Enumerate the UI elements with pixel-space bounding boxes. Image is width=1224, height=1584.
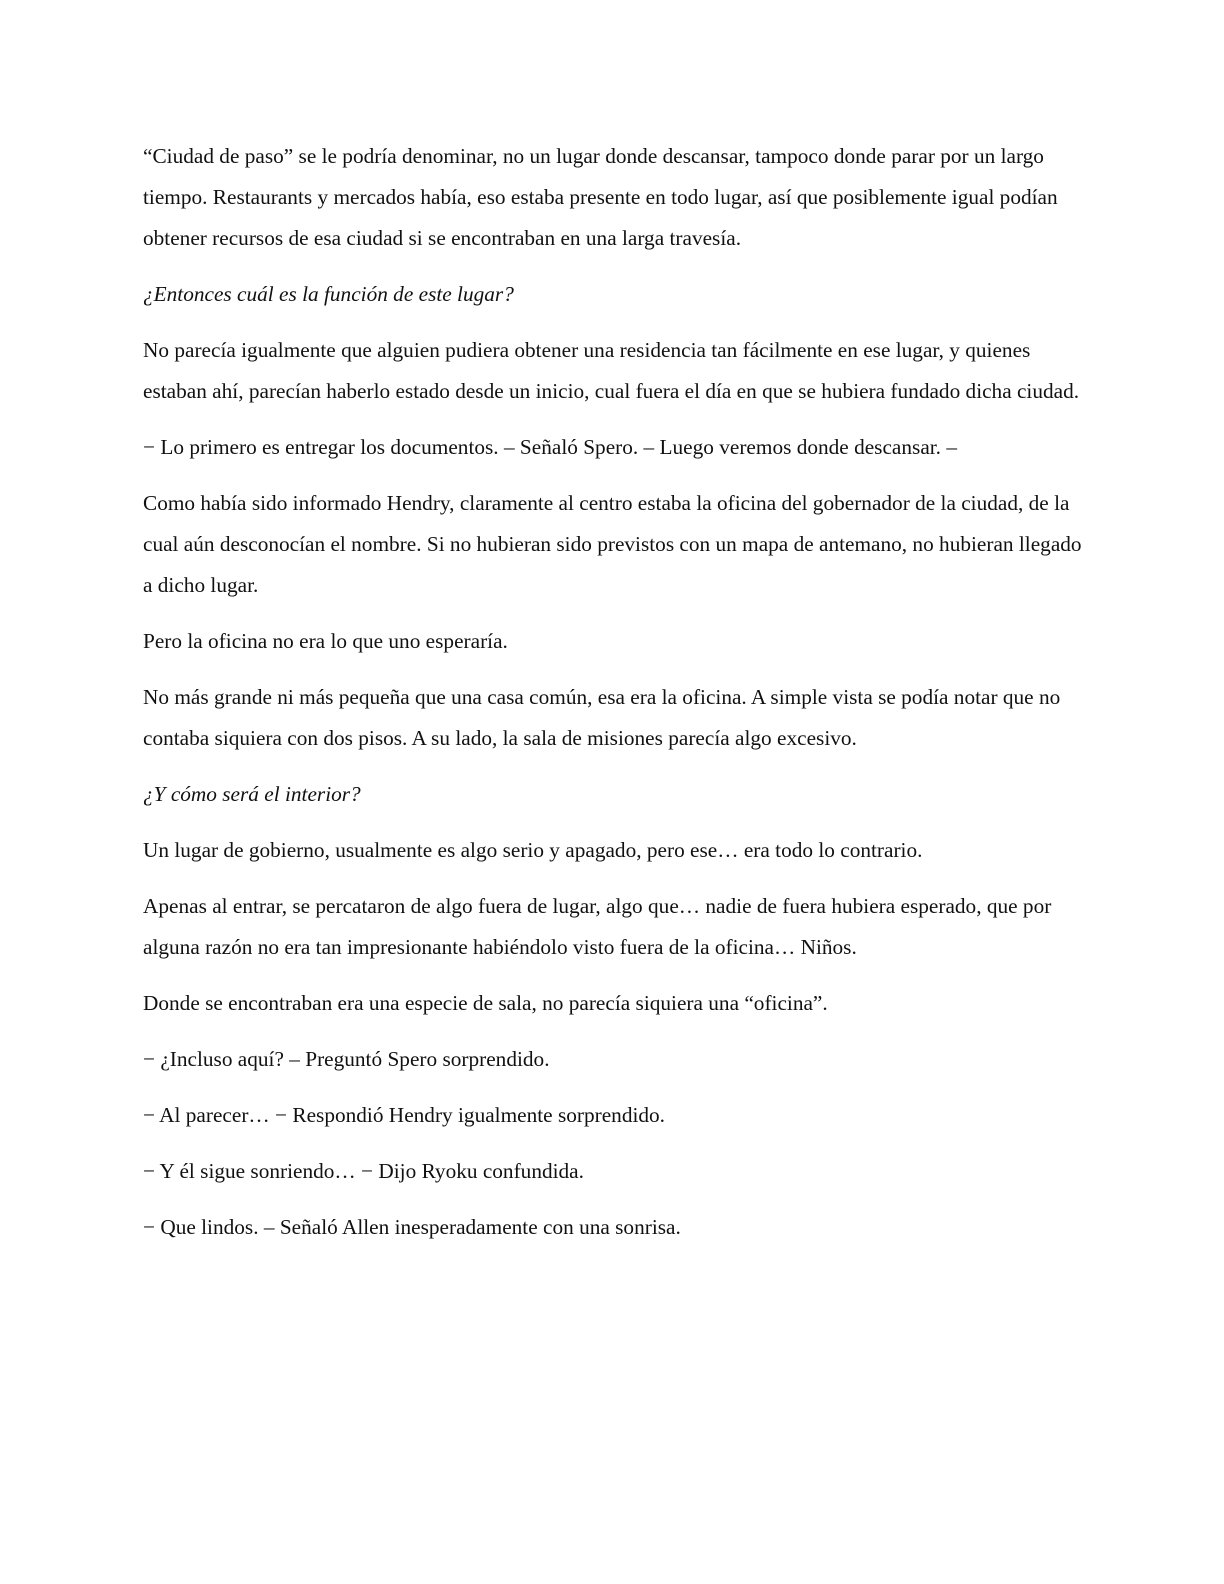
paragraph-lugar-gobierno: Un lugar de gobierno, usualmente es algo serio y apagado, pero ese… era todo lo contrario. — [143, 838, 923, 862]
dialogue-hendry-parecer: − Al parecer… − Respondió Hendry igualmente sorprendido. — [143, 1103, 666, 1127]
dialogue-spero-documentos: − Lo primero es entregar los documentos. – Señaló Spero. – Luego veremos donde descansar. – — [143, 435, 957, 459]
paragraph-casa-comun: No más grande ni más pequeña que una casa común, esa era la oficina. A simple vista se podía notar que no contaba siquiera con dos pisos. A su lado, la sala de misiones parecía algo excesivo. — [143, 685, 1061, 750]
paragraph-thought-interior: ¿Y cómo será el interior? — [143, 782, 361, 806]
document-page — [143, 136, 1083, 1263]
dialogue-ryoku-sonriendo: − Y él sigue sonriendo… − Dijo Ryoku confundida. — [143, 1159, 584, 1183]
paragraph-ciudad-de-paso: “Ciudad de paso” se le podría denominar, no un lugar donde descansar, tampoco donde parar por un largo tiempo. Restaurants y mercados había, eso estaba presente en todo lugar, así que posiblemente igual podían obtener recursos de esa ciudad si se encontraban en una larga travesía. — [143, 144, 1058, 250]
paragraph-ninos: Apenas al entrar, se percataron de algo fuera de lugar, algo que… nadie de fuera hubiera esperado, que por alguna razón no era tan impresionante habiéndolo visto fuera de la oficina… Niños. — [143, 894, 1052, 959]
dialogue-allen-lindos: − Que lindos. – Señaló Allen inesperadamente con una sonrisa. — [143, 1215, 681, 1239]
paragraph-oficina-gobernador: Como había sido informado Hendry, claramente al centro estaba la oficina del gobernador de la ciudad, de la cual aún desconocían el nombre. Si no hubieran sido previstos con un mapa de antemano, no hubieran llegado a dicho lugar. — [143, 491, 1082, 597]
paragraph-residencia: No parecía igualmente que alguien pudiera obtener una residencia tan fácilmente en ese lugar, y quienes estaban ahí, parecían haberlo estado desde un inicio, cual fuera el día en que se hubiera fundado dicha ciudad. — [143, 338, 1080, 403]
paragraph-sala: Donde se encontraban era una especie de sala, no parecía siquiera una “oficina”. — [143, 991, 828, 1015]
dialogue-spero-incluso: − ¿Incluso aquí? – Preguntó Spero sorprendido. — [143, 1047, 550, 1071]
paragraph-oficina-esperaria: Pero la oficina no era lo que uno esperaría. — [143, 629, 508, 653]
paragraph-thought-funcion: ¿Entonces cuál es la función de este lugar? — [143, 282, 514, 306]
